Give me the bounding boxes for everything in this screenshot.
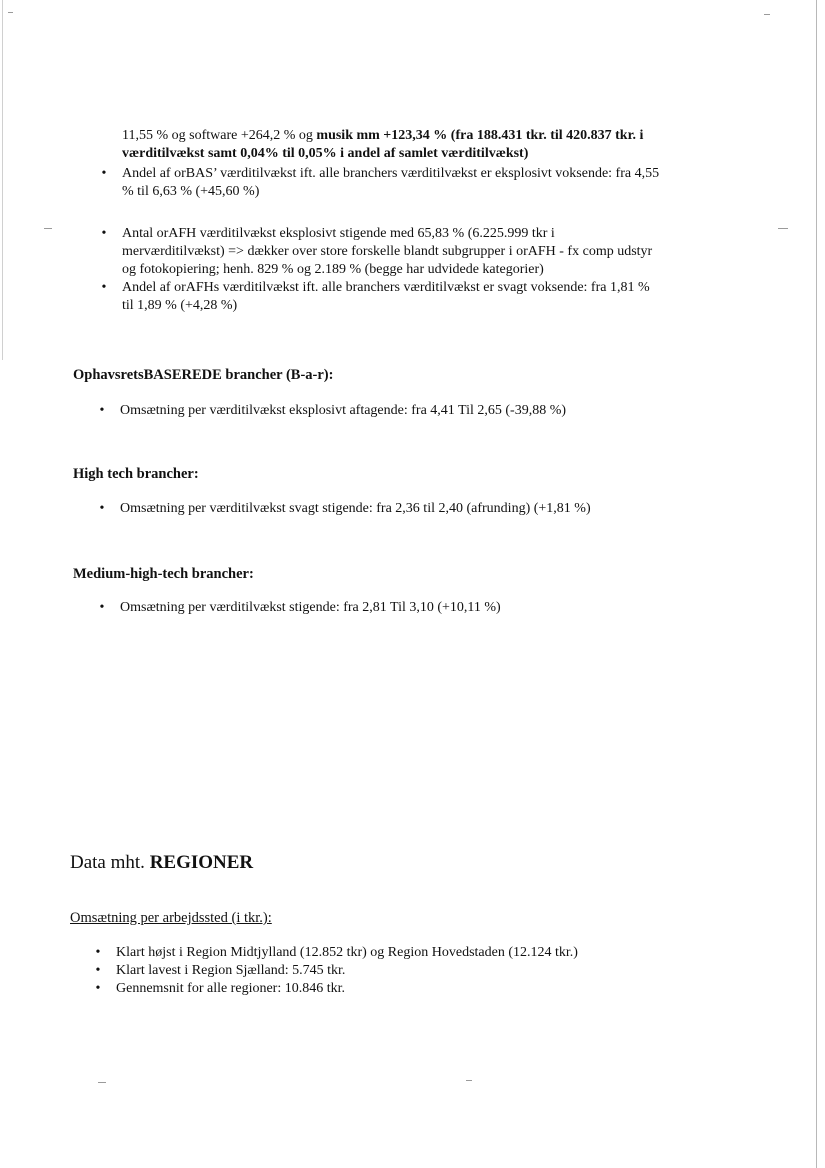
list-item xyxy=(98,279,778,315)
continuation-bold-text: musik mm +123,34 % (fra 188.431 tkr. til 420.837 tkr. i xyxy=(316,128,644,143)
continuation-text: 11,55 % og software +264,2 % og xyxy=(122,128,317,143)
bullet-list xyxy=(98,165,778,201)
list-item-text: Andel af orAFHs værditilvækst ift. alle branchers værditilvækst er svagt voksende: fra 1,81 % xyxy=(122,280,650,295)
list-item-text: Omsætning per værditilvækst svagt stigende: fra 2,36 til 2,40 (afrunding) (+1,81 %) xyxy=(120,501,591,516)
list-item-text: Klart højst i Region Midtjylland (12.852 tkr) og Region Hovedstaden (12.124 tkr.) xyxy=(116,945,578,960)
list-item-text: merværditilvækst) => dækker over store forskelle blandt subgrupper i orAFH - fx comp udstyr xyxy=(122,244,653,259)
bullet-icon: • xyxy=(99,600,105,615)
section-title-bold-text: REGIONER xyxy=(149,852,254,873)
list-item-text: Gennemsnit for alle regioner: 10.846 tkr. xyxy=(116,981,345,996)
section-heading: High tech brancher: xyxy=(73,466,199,482)
bullet-list xyxy=(96,599,776,617)
list-item xyxy=(96,599,776,617)
list-item-text: til 1,89 % (+4,28 %) xyxy=(122,298,238,313)
list-item xyxy=(92,944,772,962)
bullet-list xyxy=(96,402,776,420)
list-item-text: Antal orAFH værditilvækst eksplosivt stigende med 65,83 % (6.225.999 tkr i xyxy=(122,226,555,241)
bullet-list xyxy=(98,225,778,315)
bullet-icon: • xyxy=(101,166,107,181)
bullet-icon: • xyxy=(101,226,107,241)
continuation-bold-text: værditilvækst samt 0,04% til 0,05% i andel af samlet værditilvækst) xyxy=(122,146,529,161)
list-item-text: og fotokopiering; henh. 829 % og 2.189 % (begge har udvidede kategorier) xyxy=(122,262,544,277)
scan-speck xyxy=(764,14,770,15)
scan-speck xyxy=(44,228,52,229)
subsection-heading: Omsætning per arbejdssted (i tkr.): xyxy=(70,910,272,926)
scan-speck xyxy=(778,228,788,229)
list-item-text: Andel af orBAS’ værditilvækst ift. alle branchers værditilvækst er eksplosivt voksende: fra 4,55 xyxy=(122,166,660,181)
list-item-text: Omsætning per værditilvækst eksplosivt aftagende: fra 4,41 Til 2,65 (-39,88 %) xyxy=(120,403,567,418)
scan-edge-right xyxy=(816,0,817,1168)
bullet-icon: • xyxy=(99,403,105,418)
list-item-text: Klart lavest i Region Sjælland: 5.745 tkr. xyxy=(116,963,346,978)
bullet-icon: • xyxy=(99,501,105,516)
bullet-list xyxy=(92,944,772,998)
section-heading: Medium-high-tech brancher: xyxy=(73,566,254,582)
list-item xyxy=(98,225,778,279)
list-item xyxy=(92,962,772,980)
bullet-icon: • xyxy=(95,945,101,960)
list-item-text: Omsætning per værditilvækst stigende: fra 2,81 Til 3,10 (+10,11 %) xyxy=(120,600,501,615)
scan-edge-left xyxy=(2,0,3,360)
page-section-title xyxy=(70,852,253,874)
scan-speck xyxy=(8,12,13,13)
bullet-icon: • xyxy=(101,280,107,295)
scan-speck xyxy=(466,1080,472,1081)
list-item-text: % til 6,63 % (+45,60 %) xyxy=(122,184,260,199)
scan-speck xyxy=(98,1082,106,1083)
continuation-paragraph xyxy=(122,127,762,163)
bullet-list xyxy=(96,500,776,518)
list-item xyxy=(98,165,778,201)
bullet-icon: • xyxy=(95,963,101,978)
bullet-icon: • xyxy=(95,981,101,996)
section-heading: OphavsretsBASEREDE brancher (B-a-r): xyxy=(73,367,334,383)
list-item xyxy=(96,402,776,420)
section-title-text: Data mht. xyxy=(70,852,150,873)
list-item xyxy=(96,500,776,518)
list-item xyxy=(92,980,772,998)
